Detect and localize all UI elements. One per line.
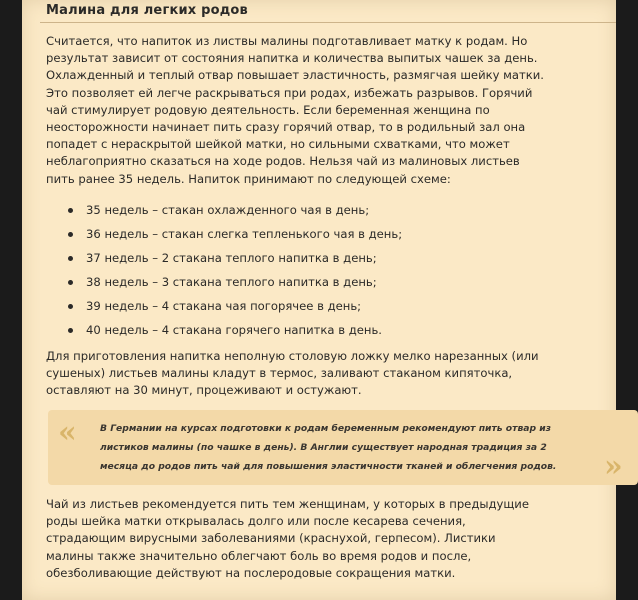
preparation-paragraph: Для приготовления напитка неполную столовую ложку мелко нарезанных (или сушеных) листьев малины кладут в термос, заливают стаканом кипяточка, оставляют на 30 минут, процеживают и остужают. [46,349,539,398]
close-quote-icon: » [604,449,623,484]
open-quote-icon: « [58,415,77,450]
list-item-text: 35 недель – стакан охлажденного чая в день; [86,203,370,217]
list-item [68,318,402,342]
list-item-text: 36 недель – стакан слегка тепленького чая в день; [86,227,403,241]
intro-paragraph: Считается, что напиток из листвы малины подготавливает матку к родам. Но результат зависит от состояния напитка и количества выпитых чашек за день. Охлажденный и теплый отвар повышает эластичность, размягчая шейку матки. Это позволяет ей легче раскрываться при родах, избежать разрывов. Горячий чай стимулирует родовую деятельность. Если беременная женщина по неосторожности начинает пить сразу горячий отвар, то в родильный зал она попадет с нераскрытой шейкой матки, но сильными схватками, что может неблагоприятно сказаться на ходе родов. Нельзя чай из малиновых листьев пить ранее 35 недель. Напиток принимают по следующей схеме: [46,34,544,186]
bullet-icon [68,232,73,237]
list-item-text: 40 недель – 4 стакана горячего напитка в день. [86,323,382,337]
list-item [68,294,402,318]
bullet-icon [68,280,73,285]
bullet-icon [68,328,73,333]
list-item [68,270,402,294]
list-item-text: 37 недель – 2 стакана теплого напитка в день; [86,251,377,265]
list-item-text: 38 недель – 3 стакана теплого напитка в день; [86,275,377,289]
list-item [68,222,402,246]
list-item [68,198,402,222]
list-item-text: 39 недель – 4 стакана чая погорячее в день; [86,299,362,313]
bullet-icon [68,256,73,261]
article-page [22,0,623,600]
bullet-icon [68,304,73,309]
schedule-list [68,198,402,342]
bullet-icon [68,208,73,213]
quote-text: В Германии на курсах подготовки к родам беременным рекомендуют пить отвар из листиков малины (по чашке в день). В Англии существует народная традиция за 2 месяца до родов пить чай для повышения эластичности тканей и облегчения родов. [100,423,557,472]
quote-block [48,410,638,485]
list-item [68,246,402,270]
conclusion-paragraph: Чай из листьев рекомендуется пить тем женщинам, у которых в предыдущие роды шейка матки открывалась долго или после кесарева сечения, страдающим вирусными заболеваниями (краснухой, герпесом). Листики малины также значительно облегчают боль во время родов и после, обезболивающие действуют на послеродовые сокращения матки. [46,497,529,580]
title-divider [40,22,616,23]
article-title: Малина для легких родов [46,3,248,18]
